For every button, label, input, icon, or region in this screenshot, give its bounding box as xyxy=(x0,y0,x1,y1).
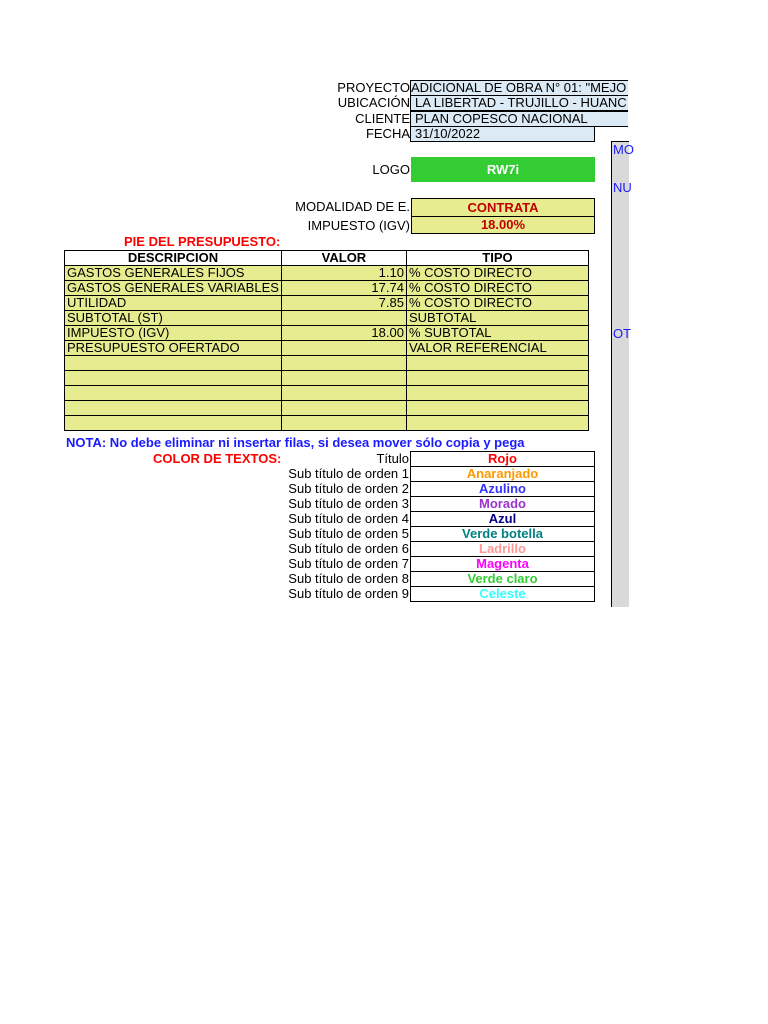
color-row xyxy=(240,542,595,557)
modalidad-field[interactable]: CONTRATA xyxy=(411,198,595,217)
header-descripcion: DESCRIPCION xyxy=(65,251,282,266)
color-row-name: Sub título de orden 5 xyxy=(288,526,409,541)
pie-row xyxy=(65,341,589,356)
pie-header-row xyxy=(65,251,589,266)
color-row xyxy=(240,572,595,587)
ubicacion-value: LA LIBERTAD - TRUJILLO - HUANC xyxy=(415,95,627,110)
pie-desc-cell[interactable]: IMPUESTO (IGV) xyxy=(65,326,282,341)
color-row xyxy=(240,557,595,572)
header-tipo: TIPO xyxy=(406,251,588,266)
pie-tipo-cell[interactable] xyxy=(406,371,588,386)
pie-tipo-cell[interactable]: % COSTO DIRECTO xyxy=(406,266,588,281)
color-row-value[interactable]: Magenta xyxy=(411,557,595,572)
pie-tipo-cell[interactable] xyxy=(406,386,588,401)
color-row-value[interactable]: Azul xyxy=(411,512,595,527)
color-row-value[interactable]: Rojo xyxy=(411,452,595,467)
pie-desc-cell[interactable]: SUBTOTAL (ST) xyxy=(65,311,282,326)
fecha-field[interactable] xyxy=(410,126,595,142)
pie-tipo-cell[interactable]: % COSTO DIRECTO xyxy=(406,281,588,296)
pie-tipo-cell[interactable] xyxy=(406,356,588,371)
pie-desc-cell[interactable] xyxy=(65,386,282,401)
pie-valor-cell[interactable] xyxy=(281,386,406,401)
pie-valor-cell[interactable] xyxy=(281,401,406,416)
side-panel xyxy=(611,141,632,607)
color-row-value[interactable]: Ladrillo xyxy=(411,542,595,557)
pie-row xyxy=(65,371,589,386)
cliente-value: PLAN COPESCO NACIONAL xyxy=(415,111,588,126)
cliente-field[interactable] xyxy=(410,111,628,127)
color-row-value[interactable]: Verde botella xyxy=(411,527,595,542)
pie-valor-cell[interactable] xyxy=(281,311,406,326)
pie-desc-cell[interactable]: GASTOS GENERALES FIJOS xyxy=(65,266,282,281)
pie-row xyxy=(65,386,589,401)
pie-valor-cell[interactable]: 1.10 xyxy=(281,266,406,281)
pie-valor-cell[interactable] xyxy=(281,341,406,356)
pie-desc-cell[interactable]: UTILIDAD xyxy=(65,296,282,311)
pie-tipo-cell[interactable] xyxy=(406,401,588,416)
color-row xyxy=(240,587,595,602)
pie-tipo-cell[interactable]: % SUBTOTAL xyxy=(406,326,588,341)
color-row xyxy=(240,467,595,482)
color-row-name: Sub título de orden 1 xyxy=(288,466,409,481)
nota-text: NOTA: No debe eliminar ni insertar filas, si desea mover sólo copia y pega xyxy=(66,435,525,450)
proyecto-value: ADICIONAL DE OBRA N° 01: "MEJO xyxy=(411,80,627,95)
pie-tipo-cell[interactable]: % COSTO DIRECTO xyxy=(406,296,588,311)
color-row-name: Sub título de orden 2 xyxy=(288,481,409,496)
pie-valor-cell[interactable] xyxy=(281,371,406,386)
pie-valor-cell[interactable]: 18.00 xyxy=(281,326,406,341)
pie-row xyxy=(65,401,589,416)
pie-table xyxy=(64,250,589,431)
color-row-value[interactable]: Verde claro xyxy=(411,572,595,587)
color-row-name: Sub título de orden 7 xyxy=(288,556,409,571)
color-row xyxy=(240,512,595,527)
pie-row xyxy=(65,356,589,371)
pie-row xyxy=(65,326,589,341)
header-valor: VALOR xyxy=(281,251,406,266)
pie-valor-cell[interactable]: 7.85 xyxy=(281,296,406,311)
side-label-mo: MO xyxy=(613,142,634,157)
side-label-ot: OT xyxy=(613,326,632,341)
pie-desc-cell[interactable]: PRESUPUESTO OFERTADO xyxy=(65,341,282,356)
pie-row xyxy=(65,266,589,281)
logo-label: LOGO xyxy=(372,162,410,177)
color-row-value[interactable]: Celeste xyxy=(411,587,595,602)
color-row-value[interactable]: Morado xyxy=(411,497,595,512)
fecha-label: FECHA xyxy=(365,126,410,141)
pie-row xyxy=(65,296,589,311)
side-label-nu: NU xyxy=(613,180,632,195)
proyecto-label: PROYECTO xyxy=(337,80,410,95)
pie-row xyxy=(65,416,589,431)
impuesto-field[interactable]: 18.00% xyxy=(411,216,595,234)
pie-tipo-cell[interactable]: VALOR REFERENCIAL xyxy=(406,341,588,356)
colores-table xyxy=(240,451,595,602)
color-row-name: Título xyxy=(376,451,409,466)
cliente-label: CLIENTE xyxy=(355,111,410,126)
color-row-name: Sub título de orden 9 xyxy=(288,586,409,601)
pie-tipo-cell[interactable]: SUBTOTAL xyxy=(406,311,588,326)
color-row-name: Sub título de orden 4 xyxy=(288,511,409,526)
pie-desc-cell[interactable] xyxy=(65,356,282,371)
pie-desc-cell[interactable]: GASTOS GENERALES VARIABLES xyxy=(65,281,282,296)
ubicacion-field[interactable] xyxy=(410,95,628,111)
color-row xyxy=(240,452,595,467)
color-row-name: Sub título de orden 6 xyxy=(288,541,409,556)
pie-tipo-cell[interactable] xyxy=(406,416,588,431)
pie-row xyxy=(65,311,589,326)
proyecto-field[interactable] xyxy=(410,80,628,96)
color-row-value[interactable]: Azulino xyxy=(411,482,595,497)
color-row-value[interactable]: Anaranjado xyxy=(411,467,595,482)
color-row-name: Sub título de orden 3 xyxy=(288,496,409,511)
color-row-name: Sub título de orden 8 xyxy=(288,571,409,586)
colores-title: COLOR DE TEXTOS: xyxy=(153,451,282,466)
pie-row xyxy=(65,281,589,296)
pie-valor-cell[interactable]: 17.74 xyxy=(281,281,406,296)
ubicacion-label: UBICACIÓN xyxy=(337,95,410,110)
color-row xyxy=(240,497,595,512)
pie-valor-cell[interactable] xyxy=(281,356,406,371)
pie-desc-cell[interactable] xyxy=(65,401,282,416)
pie-desc-cell[interactable] xyxy=(65,371,282,386)
impuesto-label: IMPUESTO (IGV) xyxy=(307,218,410,233)
logo-field[interactable]: RW7i xyxy=(411,157,595,182)
pie-title: PIE DEL PRESUPUESTO: xyxy=(124,234,281,249)
color-row xyxy=(240,527,595,542)
modalidad-label: MODALIDAD DE E. xyxy=(295,199,410,214)
pie-valor-cell[interactable] xyxy=(281,416,406,431)
pie-desc-cell[interactable] xyxy=(65,416,282,431)
color-row xyxy=(240,482,595,497)
fecha-value: 31/10/2022 xyxy=(415,126,481,141)
